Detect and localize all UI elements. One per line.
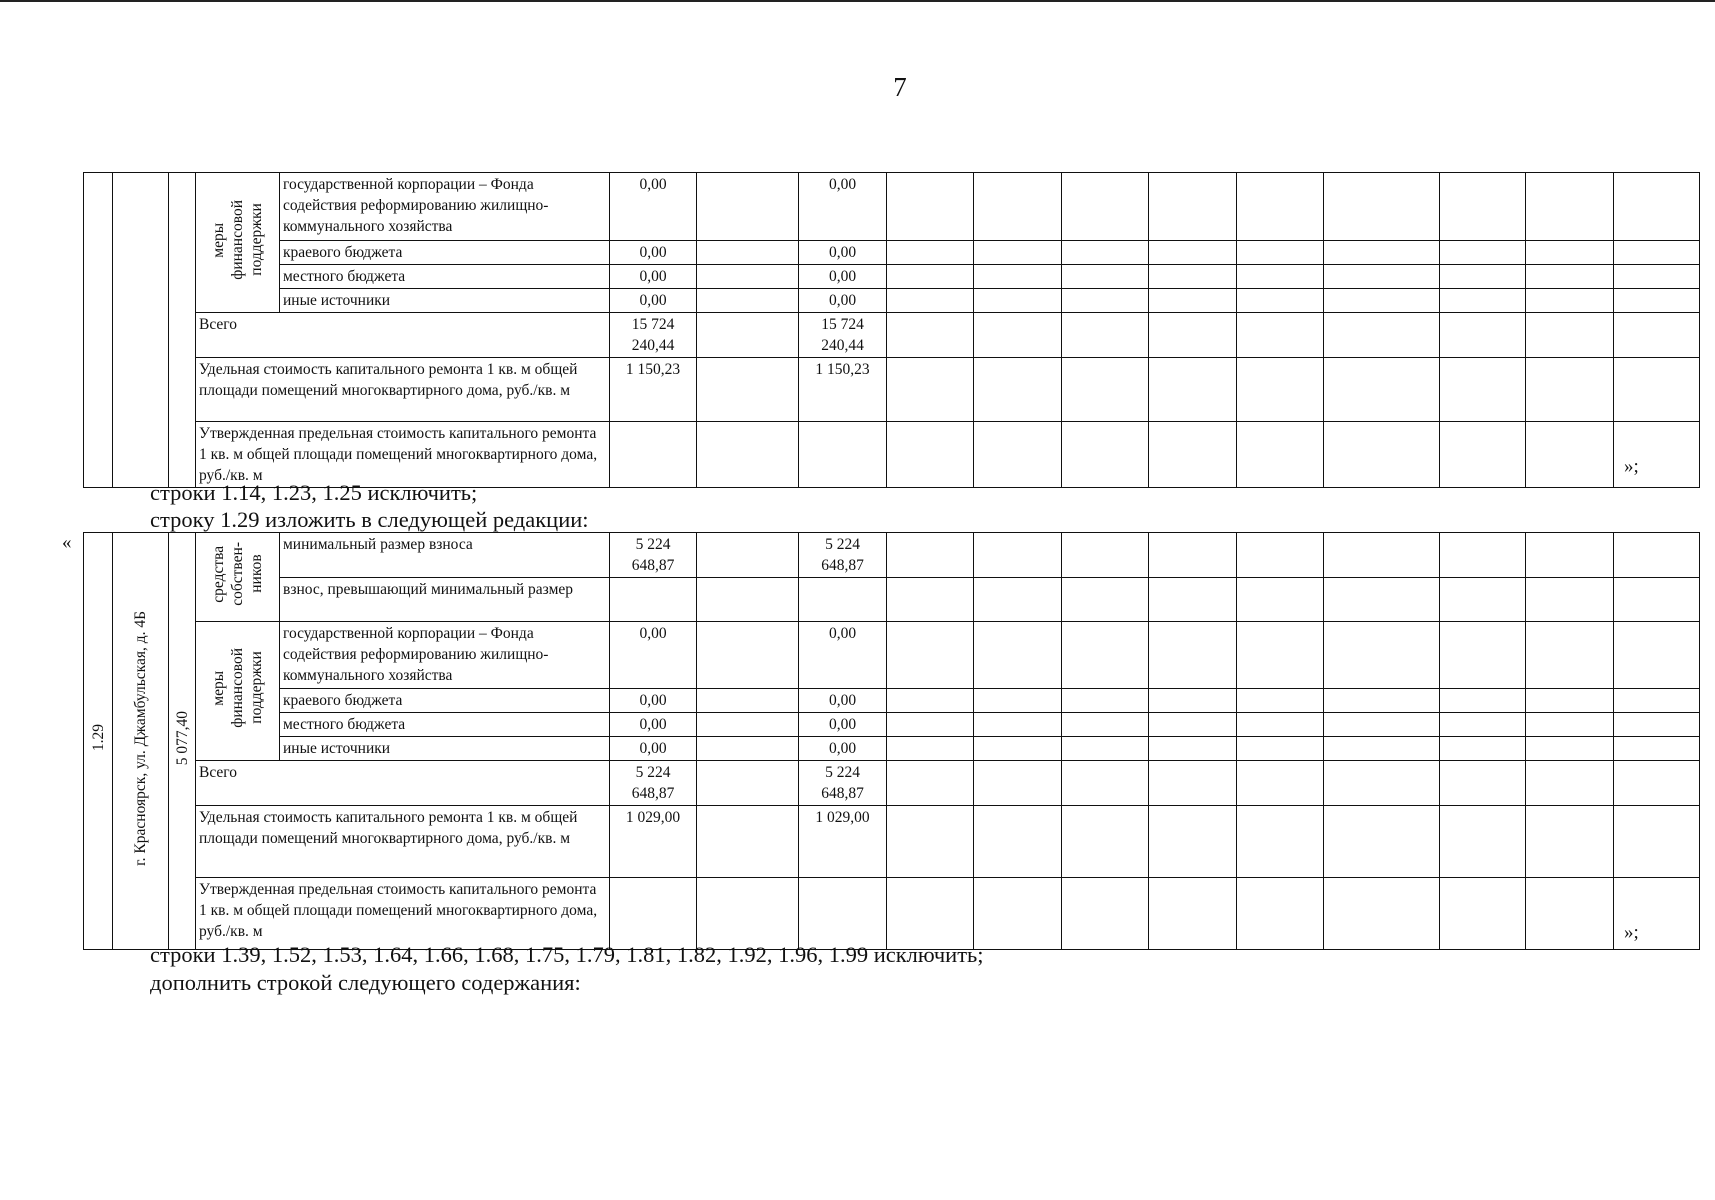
empty-cell [1062, 578, 1149, 622]
value-cell: 0,00 [610, 737, 697, 761]
empty-cell [887, 761, 974, 806]
empty-cell [1237, 713, 1324, 737]
table-row [84, 289, 1700, 313]
empty-cell [697, 289, 799, 313]
empty-cell [1237, 878, 1324, 950]
empty-cell [697, 578, 799, 622]
empty-cell [799, 422, 887, 488]
empty-cell [1324, 533, 1440, 578]
empty-cell [1526, 422, 1614, 488]
empty-cell [1062, 313, 1149, 358]
empty-cell [1324, 713, 1440, 737]
empty-cell [1526, 265, 1614, 289]
empty-cell [1062, 622, 1149, 689]
empty-cell [1237, 761, 1324, 806]
empty-cell [1614, 265, 1700, 289]
limit-cost-label: Утвержденная предельная стоимость капитального ремонта 1 кв. м общей площади помещений многоквартирного дома, руб./кв. м [196, 422, 610, 488]
empty-cell [697, 358, 799, 422]
empty-cell [610, 422, 697, 488]
instruction-text: строку 1.29 изложить в следующей редакции: [150, 507, 589, 532]
unit-cost-value: 1 150,23 [799, 358, 887, 422]
empty-cell [1149, 241, 1237, 265]
empty-cell [1149, 713, 1237, 737]
empty-cell [697, 265, 799, 289]
empty-cell [1324, 422, 1440, 488]
empty-cell [799, 878, 887, 950]
empty-cell [1440, 806, 1526, 878]
empty-cell [1149, 578, 1237, 622]
instruction-text: дополнить строкой следующего содержания: [150, 970, 581, 995]
support-group-label: меры финансовой поддержки [196, 173, 280, 313]
total-value: 15 724 240,44 [610, 313, 697, 358]
empty-cell [887, 578, 974, 622]
empty-cell [1149, 313, 1237, 358]
address-cell: г. Красноярск, ул. Джамбульская, д. 4Б [113, 533, 169, 950]
empty-cell [1324, 173, 1440, 241]
empty-cell [1062, 761, 1149, 806]
empty-cell [1149, 533, 1237, 578]
empty-cell [974, 241, 1062, 265]
empty-cell [887, 422, 974, 488]
empty-cell [1149, 422, 1237, 488]
empty-cell [1324, 737, 1440, 761]
value-cell: 0,00 [799, 173, 887, 241]
table-row [84, 578, 1700, 622]
empty-cell [1614, 358, 1700, 422]
empty-cell [1324, 358, 1440, 422]
total-value: 15 724 240,44 [799, 313, 887, 358]
empty-cell [1237, 241, 1324, 265]
empty-cell [1149, 358, 1237, 422]
area-cell [169, 173, 196, 488]
empty-cell [1526, 689, 1614, 713]
empty-cell [1324, 806, 1440, 878]
value-cell: 0,00 [799, 241, 887, 265]
empty-cell [1440, 578, 1526, 622]
empty-cell [974, 173, 1062, 241]
table-row [84, 713, 1700, 737]
empty-cell [697, 713, 799, 737]
empty-cell [887, 289, 974, 313]
source-label: государственной корпорации – Фонда содействия реформированию жилищно-коммунального хозяйства [280, 173, 610, 241]
empty-cell [1237, 689, 1324, 713]
value-cell: 0,00 [799, 689, 887, 713]
empty-cell [1324, 622, 1440, 689]
funding-table-row-1-29 [83, 532, 1700, 950]
empty-cell [1149, 761, 1237, 806]
value-cell: 0,00 [610, 173, 697, 241]
empty-cell [1526, 878, 1614, 950]
empty-cell [697, 533, 799, 578]
empty-cell [697, 761, 799, 806]
empty-cell [1062, 713, 1149, 737]
instruction-text: строки 1.14, 1.23, 1.25 исключить; [150, 480, 478, 505]
value-cell [610, 578, 697, 622]
total-row [84, 761, 1700, 806]
value-cell [799, 578, 887, 622]
empty-cell [1614, 241, 1700, 265]
support-group-label: меры финансовой поддержки [196, 622, 280, 761]
empty-cell [1324, 761, 1440, 806]
empty-cell [610, 878, 697, 950]
empty-cell [1237, 806, 1324, 878]
source-label: минимальный размер взноса [280, 533, 610, 578]
empty-cell [1526, 289, 1614, 313]
empty-cell [1149, 289, 1237, 313]
area-cell: 5 077,40 [169, 533, 196, 950]
empty-cell [1237, 265, 1324, 289]
value-cell: 5 224 648,87 [610, 533, 697, 578]
instruction-text: строки 1.39, 1.52, 1.53, 1.64, 1.66, 1.68, 1.75, 1.79, 1.81, 1.82, 1.92, 1.96, 1.99 исключить; [150, 942, 984, 967]
empty-cell [887, 313, 974, 358]
source-label: местного бюджета [280, 265, 610, 289]
empty-cell [1324, 265, 1440, 289]
empty-cell [1440, 289, 1526, 313]
unit-cost-value: 1 029,00 [610, 806, 697, 878]
empty-cell [1062, 173, 1149, 241]
empty-cell [1526, 806, 1614, 878]
empty-cell [1526, 713, 1614, 737]
unit-cost-row [84, 358, 1700, 422]
empty-cell [1237, 422, 1324, 488]
total-row [84, 313, 1700, 358]
empty-cell [697, 422, 799, 488]
empty-cell [1614, 289, 1700, 313]
empty-cell [1440, 241, 1526, 265]
unit-cost-label: Удельная стоимость капитального ремонта 1 кв. м общей площади помещений многоквартирного дома, руб./кв. м [196, 358, 610, 422]
empty-cell [1062, 241, 1149, 265]
value-cell: 0,00 [610, 241, 697, 265]
value-cell: 0,00 [799, 713, 887, 737]
empty-cell [1614, 173, 1700, 241]
empty-cell [1440, 878, 1526, 950]
table-row [84, 173, 1700, 241]
table-row [84, 689, 1700, 713]
empty-cell [697, 241, 799, 265]
empty-cell [1237, 173, 1324, 241]
empty-cell [974, 265, 1062, 289]
limit-cost-row [84, 878, 1700, 950]
total-value: 5 224 648,87 [799, 761, 887, 806]
source-label: иные источники [280, 737, 610, 761]
empty-cell [1237, 533, 1324, 578]
source-label: иные источники [280, 289, 610, 313]
empty-cell [1440, 761, 1526, 806]
funding-table-continuation [83, 172, 1700, 488]
closing-quote: »; [1624, 456, 1639, 477]
empty-cell [1526, 578, 1614, 622]
empty-cell [1149, 173, 1237, 241]
value-cell: 0,00 [610, 622, 697, 689]
source-label: местного бюджета [280, 713, 610, 737]
empty-cell [974, 878, 1062, 950]
empty-cell [1149, 689, 1237, 713]
source-label: взнос, превышающий минимальный размер [280, 578, 610, 622]
empty-cell [974, 622, 1062, 689]
empty-cell [974, 578, 1062, 622]
empty-cell [1237, 358, 1324, 422]
empty-cell [887, 358, 974, 422]
empty-cell [1440, 713, 1526, 737]
empty-cell [1324, 689, 1440, 713]
empty-cell [1062, 289, 1149, 313]
top-border-line [0, 0, 1715, 2]
total-label: Всего [196, 313, 610, 358]
empty-cell [1440, 265, 1526, 289]
value-cell: 5 224 648,87 [799, 533, 887, 578]
empty-cell [974, 533, 1062, 578]
empty-cell [1062, 737, 1149, 761]
empty-cell [974, 358, 1062, 422]
table-row [84, 737, 1700, 761]
closing-quote: »; [1624, 922, 1639, 943]
empty-cell [887, 173, 974, 241]
total-label: Всего [196, 761, 610, 806]
table-row [84, 533, 1700, 578]
empty-cell [1614, 806, 1700, 878]
empty-cell [1614, 737, 1700, 761]
empty-cell [887, 713, 974, 737]
empty-cell [1614, 313, 1700, 358]
empty-cell [974, 761, 1062, 806]
value-cell: 0,00 [799, 289, 887, 313]
unit-cost-value: 1 029,00 [799, 806, 887, 878]
empty-cell [974, 313, 1062, 358]
value-cell: 0,00 [799, 622, 887, 689]
unit-cost-row [84, 806, 1700, 878]
empty-cell [887, 737, 974, 761]
empty-cell [974, 806, 1062, 878]
opening-quote: « [62, 532, 72, 553]
empty-cell [1526, 313, 1614, 358]
empty-cell [887, 622, 974, 689]
empty-cell [1324, 878, 1440, 950]
empty-cell [1526, 358, 1614, 422]
empty-cell [1440, 422, 1526, 488]
empty-cell [974, 689, 1062, 713]
empty-cell [1149, 622, 1237, 689]
empty-cell [1062, 689, 1149, 713]
empty-cell [887, 241, 974, 265]
source-label: краевого бюджета [280, 689, 610, 713]
empty-cell [1614, 578, 1700, 622]
value-cell: 0,00 [799, 737, 887, 761]
empty-cell [697, 313, 799, 358]
empty-cell [1062, 358, 1149, 422]
empty-cell [1062, 265, 1149, 289]
table-row [84, 622, 1700, 689]
empty-cell [1440, 737, 1526, 761]
empty-cell [697, 173, 799, 241]
total-value: 5 224 648,87 [610, 761, 697, 806]
empty-cell [1149, 737, 1237, 761]
unit-cost-label: Удельная стоимость капитального ремонта 1 кв. м общей площади помещений многоквартирного дома, руб./кв. м [196, 806, 610, 878]
empty-cell [1614, 622, 1700, 689]
empty-cell [887, 265, 974, 289]
empty-cell [1440, 689, 1526, 713]
empty-cell [1614, 689, 1700, 713]
empty-cell [1324, 578, 1440, 622]
source-label: государственной корпорации – Фонда содействия реформированию жилищно-коммунального хозяйства [280, 622, 610, 689]
address-cell [113, 173, 169, 488]
empty-cell [1062, 806, 1149, 878]
limit-cost-label: Утвержденная предельная стоимость капитального ремонта 1 кв. м общей площади помещений многоквартирного дома, руб./кв. м [196, 878, 610, 950]
empty-cell [1324, 241, 1440, 265]
empty-cell [1237, 313, 1324, 358]
empty-cell [697, 806, 799, 878]
empty-cell [1526, 173, 1614, 241]
empty-cell [887, 806, 974, 878]
value-cell: 0,00 [610, 289, 697, 313]
empty-cell [887, 689, 974, 713]
empty-cell [1237, 578, 1324, 622]
empty-cell [1149, 806, 1237, 878]
empty-cell [1440, 173, 1526, 241]
empty-cell [1526, 622, 1614, 689]
row-number-cell: 1.29 [84, 533, 113, 950]
unit-cost-value: 1 150,23 [610, 358, 697, 422]
empty-cell [1237, 289, 1324, 313]
empty-cell [1526, 241, 1614, 265]
empty-cell [887, 533, 974, 578]
empty-cell [974, 422, 1062, 488]
empty-cell [974, 289, 1062, 313]
empty-cell [1440, 622, 1526, 689]
value-cell: 0,00 [610, 265, 697, 289]
empty-cell [1614, 533, 1700, 578]
value-cell: 0,00 [610, 713, 697, 737]
empty-cell [1062, 878, 1149, 950]
empty-cell [697, 689, 799, 713]
table-row [84, 241, 1700, 265]
empty-cell [1526, 533, 1614, 578]
empty-cell [1526, 761, 1614, 806]
empty-cell [1440, 358, 1526, 422]
empty-cell [974, 713, 1062, 737]
empty-cell [1440, 313, 1526, 358]
source-label: краевого бюджета [280, 241, 610, 265]
empty-cell [1614, 713, 1700, 737]
empty-cell [1324, 313, 1440, 358]
empty-cell [887, 878, 974, 950]
limit-cost-row [84, 422, 1700, 488]
empty-cell [974, 737, 1062, 761]
empty-cell [1440, 533, 1526, 578]
empty-cell [1062, 422, 1149, 488]
row-number-cell [84, 173, 113, 488]
empty-cell [1324, 289, 1440, 313]
empty-cell [1149, 878, 1237, 950]
empty-cell [1149, 265, 1237, 289]
table-row [84, 265, 1700, 289]
empty-cell [697, 878, 799, 950]
empty-cell [1237, 737, 1324, 761]
value-cell: 0,00 [799, 265, 887, 289]
empty-cell [697, 737, 799, 761]
empty-cell [1237, 622, 1324, 689]
page-number: 7 [893, 72, 907, 102]
empty-cell [1614, 761, 1700, 806]
empty-cell [697, 622, 799, 689]
value-cell: 0,00 [610, 689, 697, 713]
empty-cell [1062, 533, 1149, 578]
owners-group-label: средства собствен- ников [196, 533, 280, 622]
empty-cell [1526, 737, 1614, 761]
